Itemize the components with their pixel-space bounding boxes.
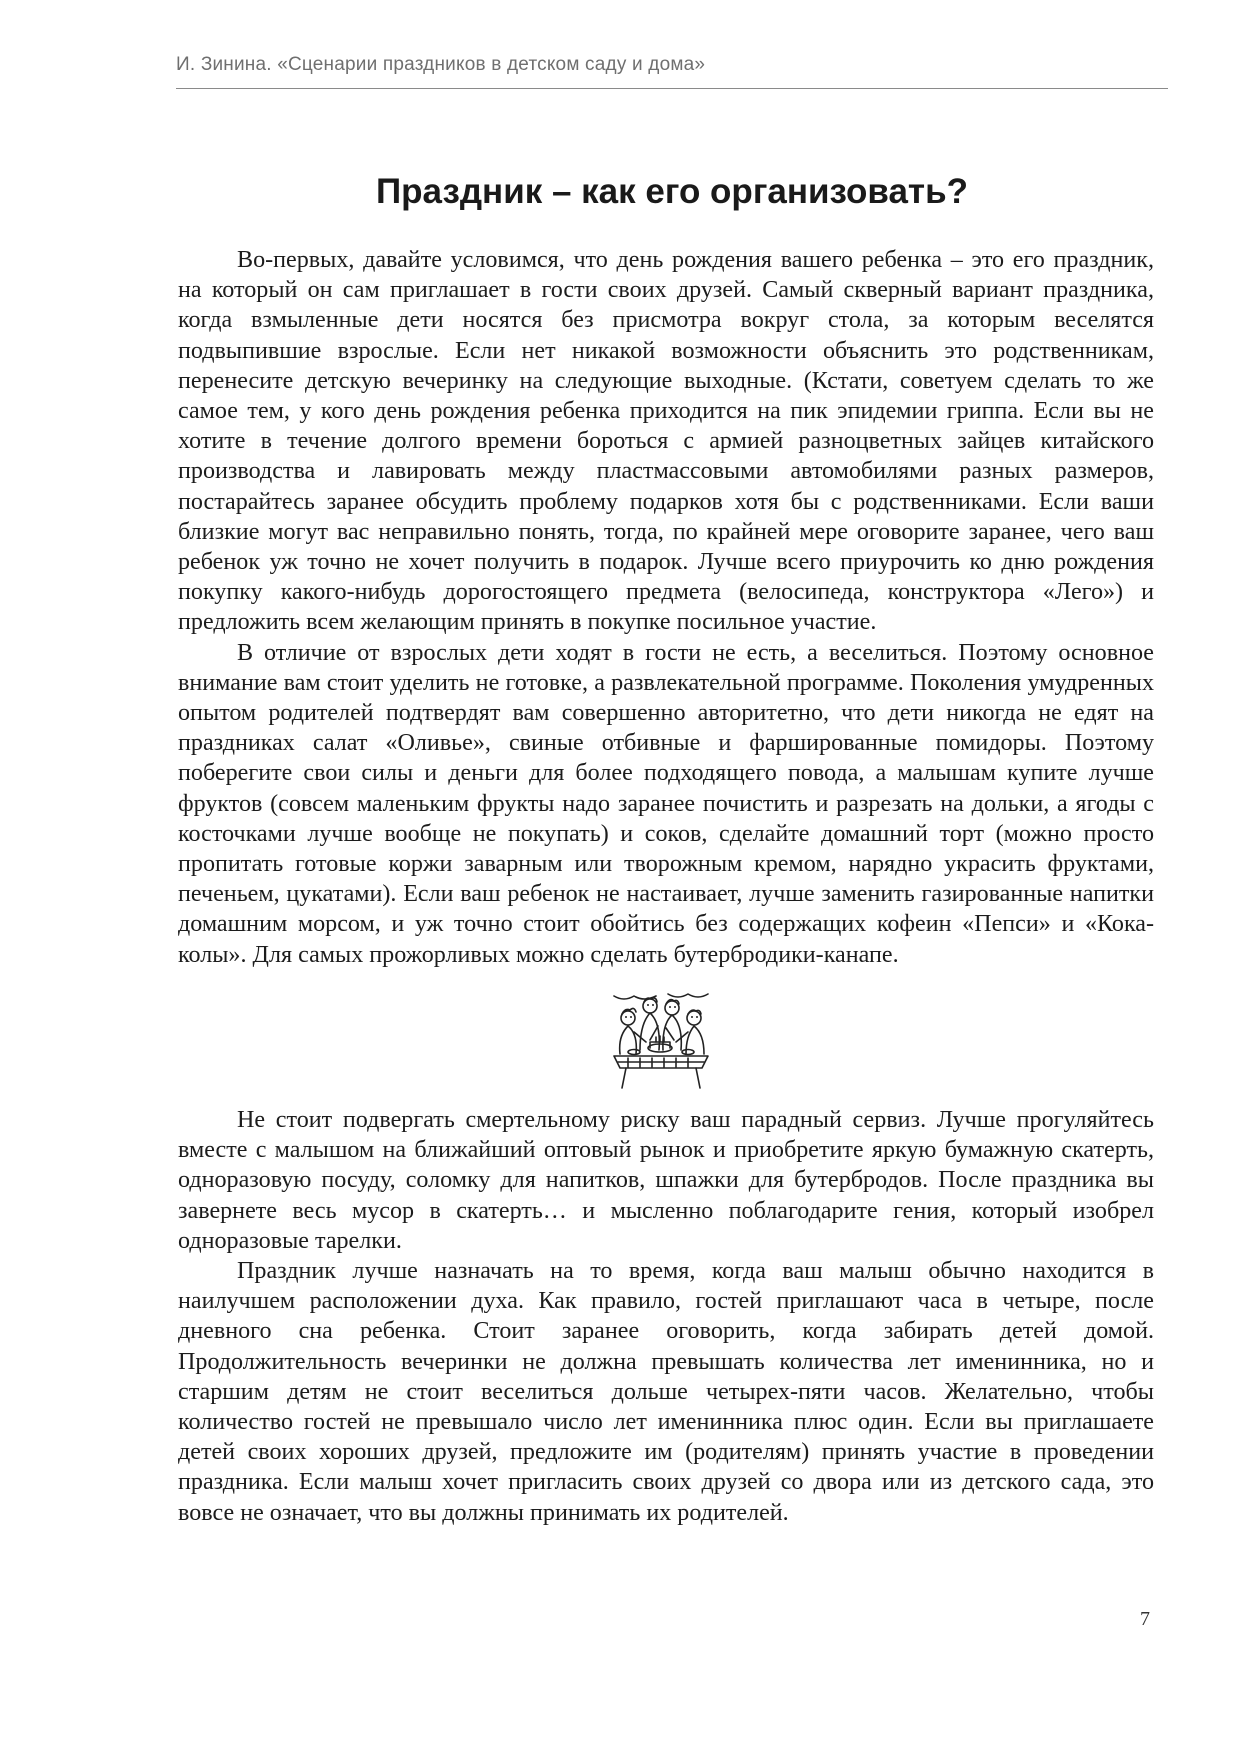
page-title: Праздник – как его организовать?	[376, 172, 968, 211]
party-table-illustration-icon	[608, 988, 714, 1094]
paragraph-1: Во-первых, давайте условимся, что день рождения вашего ребенка – это его праздник, на который он сам приглашает в гости своих друзей. Самый скверный вариант праздника, когда взмыленные дети носятся без присмотра вокруг стола, за которым веселятся подвыпившие взрослые. Если нет никакой возможности объяснить это родственникам, перенесите детскую вечеринку на следующие выходные. (Кстати, советуем сделать то же самое тем, у кого день рождения ребенка приходится на пик эпидемии гриппа. Если вы не хотите в течение долгого времени бороться с армией разноцветных зайцев китайского производства и лавировать между пластмассовыми автомобилями разных размеров, постарайтесь заранее обсудить проблему подарков хотя бы с родственниками. Если ваши близкие могут вас неправильно понять, тогда, по крайней мере оговорите заранее, чего ваш ребенок уж точно не хочет получить в подарок. Лучше всего приурочить ко дню рождения покупку какого-нибудь дорогостоящего предмета (велосипеда, конструктора «Лего») и предложить всем желающим принять в покупке посильное участие.	[178, 247, 1154, 636]
text-block-top	[178, 245, 1154, 970]
page-number: 7	[1140, 1608, 1150, 1630]
paragraph-3: Не стоит подвергать смертельному риску ваш парадный сервиз. Лучше прогуляйтесь вместе с малышом на ближайший оптовый рынок и приобретите яркую бумажную скатерть, одноразовую посуду, соломку для напитков, шпажки для бутербродов. После праздника вы завернете весь мусор в скатерть… и мысленно поблагодарите гения, который изобрел одноразовые тарелки.	[178, 1107, 1154, 1254]
text-block-bottom	[178, 1105, 1154, 1528]
paragraph-2: В отличие от взрослых дети ходят в гости не есть, а веселиться. Поэтому основное внимание вам стоит уделить не готовке, а развлекательной программе. Поколения умудренных опытом родителей подтвердят вам совершенно авторитетно, что дети никогда не едят на праздниках салат «Оливье», свиные отбивные и фаршированные помидоры. Поэтому поберегите свои силы и деньги для более подходящего повода, а малышам купите лучше фруктов (совсем маленьким фрукты надо заранее почистить и разрезать на дольки, а ягоды с косточками лучше вообще не покупать) и соков, сделайте домашний торт (можно просто пропитать готовые коржи заварным или творожным кремом, нарядно украсить фруктами, печеньем, цукатами). Если ваш ребенок не настаивает, лучше заменить газированные напитки домашним морсом, и уж точно стоит обойтись без содержащих кофеин «Пепси» и «Кока-колы». Для самых прожорливых можно сделать бутербродики-канапе.	[178, 639, 1154, 968]
running-head: И. Зинина. «Сценарии праздников в детском саду и дома»	[176, 54, 706, 75]
paragraph-4: Праздник лучше назначать на то время, когда ваш малыш обычно находится в наилучшем расположении духа. Как правило, гостей приглашают часа в четыре, после дневного сна ребенка. Стоит заранее оговорить, когда забирать детей домой. Продолжительность вечеринки не должна превышать количества лет именинника, но и старшим детям не стоит веселиться дольше четырех-пяти часов. Желательно, чтобы количество гостей не превышало число лет именинника плюс один. Если вы приглашаете детей своих хороших друзей, предложите им (родителям) принять участие в проведении праздника. Если малыш хочет пригласить своих друзей со двора или из детского сада, это вовсе не означает, что вы должны принимать их родителей.	[178, 1258, 1154, 1526]
header-divider	[176, 88, 1168, 89]
